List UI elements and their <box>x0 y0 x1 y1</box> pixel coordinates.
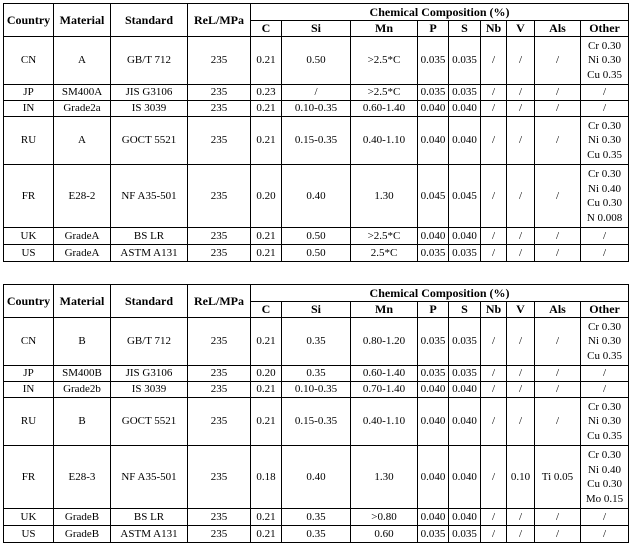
cell-rel: 235 <box>188 228 251 245</box>
cell-nb: / <box>481 526 507 543</box>
cell-v: / <box>507 228 535 245</box>
table-row <box>4 165 629 228</box>
cell-material: E28-2 <box>54 165 111 228</box>
cell-s: 0.040 <box>449 509 481 526</box>
other-element-line: Ni 0.30 <box>588 54 622 67</box>
header-als: Als <box>535 21 581 37</box>
cell-country: JP <box>4 85 54 101</box>
cell-als: / <box>535 245 581 262</box>
other-element-line: / <box>603 527 607 540</box>
cell-other <box>581 37 629 85</box>
cell-standard: BS LR <box>111 228 188 245</box>
table-row <box>4 37 629 85</box>
cell-nb: / <box>481 85 507 101</box>
cell-p: 0.035 <box>418 245 449 262</box>
other-element-line: Cr 0.30 <box>588 119 622 132</box>
cell-p: 0.040 <box>418 398 449 446</box>
cell-v: / <box>507 318 535 366</box>
table-row <box>4 85 629 101</box>
other-element-line: / <box>603 246 607 259</box>
header-p: P <box>418 302 449 318</box>
cell-c: 0.21 <box>251 228 282 245</box>
cell-si: 0.35 <box>282 526 351 543</box>
cell-v: / <box>507 398 535 446</box>
cell-p: 0.040 <box>418 382 449 398</box>
cell-mn: 2.5*C <box>351 245 418 262</box>
cell-material: A <box>54 37 111 85</box>
cell-p: 0.040 <box>418 446 449 509</box>
cell-c: 0.18 <box>251 446 282 509</box>
cell-other <box>581 117 629 165</box>
cell-p: 0.035 <box>418 37 449 85</box>
cell-rel: 235 <box>188 366 251 382</box>
header-s: S <box>449 21 481 37</box>
cell-c: 0.21 <box>251 398 282 446</box>
cell-material: B <box>54 318 111 366</box>
cell-mn: 0.60 <box>351 526 418 543</box>
header-standard: Standard <box>111 285 188 318</box>
header-chemical-composition: Chemical Composition (%) <box>251 4 629 21</box>
cell-nb: / <box>481 398 507 446</box>
cell-rel: 235 <box>188 509 251 526</box>
cell-material: Grade2a <box>54 101 111 117</box>
cell-als: / <box>535 228 581 245</box>
table-row <box>4 446 629 509</box>
other-element-line: Cr 0.30 <box>588 449 622 461</box>
cell-mn: 0.40-1.10 <box>351 398 418 446</box>
cell-c: 0.23 <box>251 85 282 101</box>
cell-c: 0.21 <box>251 101 282 117</box>
cell-other <box>581 101 629 117</box>
cell-nb: / <box>481 366 507 382</box>
cell-mn: >2.5*C <box>351 228 418 245</box>
cell-als: / <box>535 382 581 398</box>
cell-c: 0.21 <box>251 382 282 398</box>
cell-si: 0.15-0.35 <box>282 398 351 446</box>
other-element-line: Cu 0.35 <box>587 349 622 362</box>
cell-v: 0.10 <box>507 446 535 509</box>
cell-c: 0.20 <box>251 366 282 382</box>
cell-nb: / <box>481 245 507 262</box>
header-standard: Standard <box>111 4 188 37</box>
cell-standard: JIS G3106 <box>111 366 188 382</box>
cell-c: 0.21 <box>251 117 282 165</box>
cell-mn: 1.30 <box>351 165 418 228</box>
cell-als: / <box>535 398 581 446</box>
cell-material: A <box>54 117 111 165</box>
cell-si: 0.40 <box>282 446 351 509</box>
other-element-line: Ni 0.30 <box>588 134 622 147</box>
other-element-line: N 0.008 <box>586 211 623 224</box>
cell-rel: 235 <box>188 446 251 509</box>
cell-als: / <box>535 526 581 543</box>
other-element-line: Cr 0.30 <box>588 320 622 333</box>
cell-v: / <box>507 85 535 101</box>
other-element-line: / <box>603 367 607 380</box>
header-p: P <box>418 21 449 37</box>
cell-country: RU <box>4 117 54 165</box>
cell-standard: GB/T 712 <box>111 37 188 85</box>
header-rel: ReL/MPa <box>188 4 251 37</box>
cell-nb: / <box>481 117 507 165</box>
header-nb: Nb <box>481 302 507 318</box>
cell-country: IN <box>4 382 54 398</box>
other-element-line: / <box>603 86 607 99</box>
other-element-line: Cr 0.30 <box>588 168 622 180</box>
other-element-line: Cr 0.30 <box>588 400 622 413</box>
cell-nb: / <box>481 37 507 85</box>
header-nb: Nb <box>481 21 507 37</box>
header-s: S <box>449 302 481 318</box>
cell-other <box>581 382 629 398</box>
cell-si: 0.50 <box>282 245 351 262</box>
cell-rel: 235 <box>188 245 251 262</box>
cell-si: 0.35 <box>282 366 351 382</box>
cell-material: SM400B <box>54 366 111 382</box>
table-row <box>4 366 629 382</box>
cell-rel: 235 <box>188 117 251 165</box>
cell-country: US <box>4 245 54 262</box>
cell-s: 0.035 <box>449 245 481 262</box>
cell-other <box>581 366 629 382</box>
cell-s: 0.045 <box>449 165 481 228</box>
header-rel: ReL/MPa <box>188 285 251 318</box>
cell-nb: / <box>481 382 507 398</box>
cell-material: SM400A <box>54 85 111 101</box>
steel-grade-a-table <box>3 3 629 262</box>
other-element-line: / <box>603 102 607 115</box>
other-element-line: Ni 0.40 <box>588 463 622 476</box>
cell-mn: 0.60-1.40 <box>351 366 418 382</box>
other-element-line: / <box>603 229 607 242</box>
cell-material: B <box>54 398 111 446</box>
cell-si: 0.50 <box>282 228 351 245</box>
header-c: C <box>251 302 282 318</box>
cell-rel: 235 <box>188 85 251 101</box>
cell-c: 0.21 <box>251 526 282 543</box>
header-mn: Mn <box>351 302 418 318</box>
cell-c: 0.20 <box>251 165 282 228</box>
cell-s: 0.035 <box>449 318 481 366</box>
cell-country: RU <box>4 398 54 446</box>
cell-other <box>581 509 629 526</box>
header-material: Material <box>54 285 111 318</box>
cell-nb: / <box>481 165 507 228</box>
cell-nb: / <box>481 318 507 366</box>
header-mn: Mn <box>351 21 418 37</box>
cell-c: 0.21 <box>251 318 282 366</box>
cell-rel: 235 <box>188 318 251 366</box>
cell-als: / <box>535 509 581 526</box>
cell-standard: GOCT 5521 <box>111 398 188 446</box>
other-element-line: / <box>603 383 607 396</box>
cell-p: 0.040 <box>418 228 449 245</box>
cell-s: 0.040 <box>449 382 481 398</box>
header-v: V <box>507 302 535 318</box>
cell-other <box>581 446 629 509</box>
cell-c: 0.21 <box>251 245 282 262</box>
cell-mn: 0.80-1.20 <box>351 318 418 366</box>
cell-standard: BS LR <box>111 509 188 526</box>
table-row <box>4 318 629 366</box>
other-element-line: Cu 0.30 <box>587 478 622 490</box>
table-row <box>4 398 629 446</box>
cell-si: 0.15-0.35 <box>282 117 351 165</box>
cell-als: / <box>535 366 581 382</box>
other-element-line: Ni 0.40 <box>588 182 622 195</box>
cell-p: 0.035 <box>418 318 449 366</box>
cell-v: / <box>507 165 535 228</box>
cell-standard: ASTM A131 <box>111 526 188 543</box>
cell-p: 0.040 <box>418 117 449 165</box>
cell-p: 0.035 <box>418 526 449 543</box>
cell-mn: 0.70-1.40 <box>351 382 418 398</box>
cell-si: 0.50 <box>282 37 351 85</box>
cell-mn: 0.60-1.40 <box>351 101 418 117</box>
cell-si: 0.10-0.35 <box>282 382 351 398</box>
header-si: Si <box>282 302 351 318</box>
header-material: Material <box>54 4 111 37</box>
cell-s: 0.040 <box>449 446 481 509</box>
cell-s: 0.040 <box>449 398 481 446</box>
cell-v: / <box>507 526 535 543</box>
cell-nb: / <box>481 228 507 245</box>
cell-mn: 0.40-1.10 <box>351 117 418 165</box>
other-element-line: Cu 0.35 <box>587 429 622 442</box>
header-other: Other <box>581 302 629 318</box>
other-element-line: Ni 0.30 <box>588 415 622 428</box>
cell-standard: IS 3039 <box>111 382 188 398</box>
cell-standard: NF A35-501 <box>111 165 188 228</box>
cell-country: UK <box>4 228 54 245</box>
cell-other <box>581 318 629 366</box>
cell-nb: / <box>481 509 507 526</box>
other-element-line: Cu 0.30 <box>587 197 622 209</box>
cell-s: 0.035 <box>449 366 481 382</box>
cell-standard: GOCT 5521 <box>111 117 188 165</box>
cell-p: 0.040 <box>418 509 449 526</box>
cell-rel: 235 <box>188 165 251 228</box>
cell-c: 0.21 <box>251 509 282 526</box>
cell-si: 0.35 <box>282 318 351 366</box>
cell-country: CN <box>4 318 54 366</box>
cell-other <box>581 526 629 543</box>
header-other: Other <box>581 21 629 37</box>
cell-als: / <box>535 117 581 165</box>
cell-als: / <box>535 101 581 117</box>
cell-s: 0.040 <box>449 101 481 117</box>
cell-country: JP <box>4 366 54 382</box>
cell-material: Grade2b <box>54 382 111 398</box>
header-v: V <box>507 21 535 37</box>
cell-v: / <box>507 366 535 382</box>
cell-standard: ASTM A131 <box>111 245 188 262</box>
cell-country: FR <box>4 165 54 228</box>
cell-v: / <box>507 382 535 398</box>
cell-p: 0.045 <box>418 165 449 228</box>
cell-si: / <box>282 85 351 101</box>
cell-material: GradeA <box>54 228 111 245</box>
table-row <box>4 245 629 262</box>
cell-v: / <box>507 101 535 117</box>
cell-material: E28-3 <box>54 446 111 509</box>
cell-other <box>581 85 629 101</box>
other-element-line: Cu 0.35 <box>587 148 622 161</box>
other-element-line: Mo 0.15 <box>585 492 624 505</box>
cell-standard: GB/T 712 <box>111 318 188 366</box>
cell-v: / <box>507 245 535 262</box>
cell-s: 0.040 <box>449 228 481 245</box>
cell-other <box>581 245 629 262</box>
table-row <box>4 509 629 526</box>
header-chemical-composition: Chemical Composition (%) <box>251 285 629 302</box>
cell-mn: >2.5*C <box>351 37 418 85</box>
cell-nb: / <box>481 101 507 117</box>
cell-rel: 235 <box>188 526 251 543</box>
cell-s: 0.035 <box>449 526 481 543</box>
cell-country: IN <box>4 101 54 117</box>
cell-other <box>581 398 629 446</box>
header-country: Country <box>4 4 54 37</box>
cell-standard: NF A35-501 <box>111 446 188 509</box>
other-element-line: Cr 0.30 <box>588 39 622 52</box>
cell-als: / <box>535 318 581 366</box>
cell-rel: 235 <box>188 37 251 85</box>
cell-als: / <box>535 37 581 85</box>
cell-si: 0.40 <box>282 165 351 228</box>
other-element-line: Ni 0.30 <box>588 335 622 348</box>
cell-als: / <box>535 165 581 228</box>
cell-als: Ti 0.05 <box>535 446 581 509</box>
cell-rel: 235 <box>188 101 251 117</box>
cell-c: 0.21 <box>251 37 282 85</box>
cell-country: FR <box>4 446 54 509</box>
cell-material: GradeB <box>54 526 111 543</box>
header-c: C <box>251 21 282 37</box>
cell-country: US <box>4 526 54 543</box>
cell-material: GradeA <box>54 245 111 262</box>
other-element-line: / <box>603 510 607 523</box>
cell-p: 0.035 <box>418 366 449 382</box>
cell-s: 0.040 <box>449 117 481 165</box>
other-element-line: Cu 0.35 <box>587 68 622 81</box>
cell-si: 0.35 <box>282 509 351 526</box>
table-row <box>4 117 629 165</box>
header-country: Country <box>4 285 54 318</box>
cell-s: 0.035 <box>449 37 481 85</box>
cell-als: / <box>535 85 581 101</box>
cell-material: GradeB <box>54 509 111 526</box>
table-row <box>4 526 629 543</box>
table-row <box>4 101 629 117</box>
header-als: Als <box>535 302 581 318</box>
cell-mn: 1.30 <box>351 446 418 509</box>
cell-v: / <box>507 117 535 165</box>
table-row <box>4 382 629 398</box>
cell-p: 0.040 <box>418 101 449 117</box>
cell-standard: JIS G3106 <box>111 85 188 101</box>
cell-country: UK <box>4 509 54 526</box>
cell-country: CN <box>4 37 54 85</box>
cell-rel: 235 <box>188 382 251 398</box>
cell-standard: IS 3039 <box>111 101 188 117</box>
header-si: Si <box>282 21 351 37</box>
cell-other <box>581 165 629 228</box>
cell-v: / <box>507 37 535 85</box>
cell-si: 0.10-0.35 <box>282 101 351 117</box>
cell-p: 0.035 <box>418 85 449 101</box>
cell-s: 0.035 <box>449 85 481 101</box>
cell-v: / <box>507 509 535 526</box>
cell-mn: >0.80 <box>351 509 418 526</box>
cell-mn: >2.5*C <box>351 85 418 101</box>
cell-other <box>581 228 629 245</box>
table-row <box>4 228 629 245</box>
cell-nb: / <box>481 446 507 509</box>
steel-grade-b-table <box>3 284 629 543</box>
cell-rel: 235 <box>188 398 251 446</box>
